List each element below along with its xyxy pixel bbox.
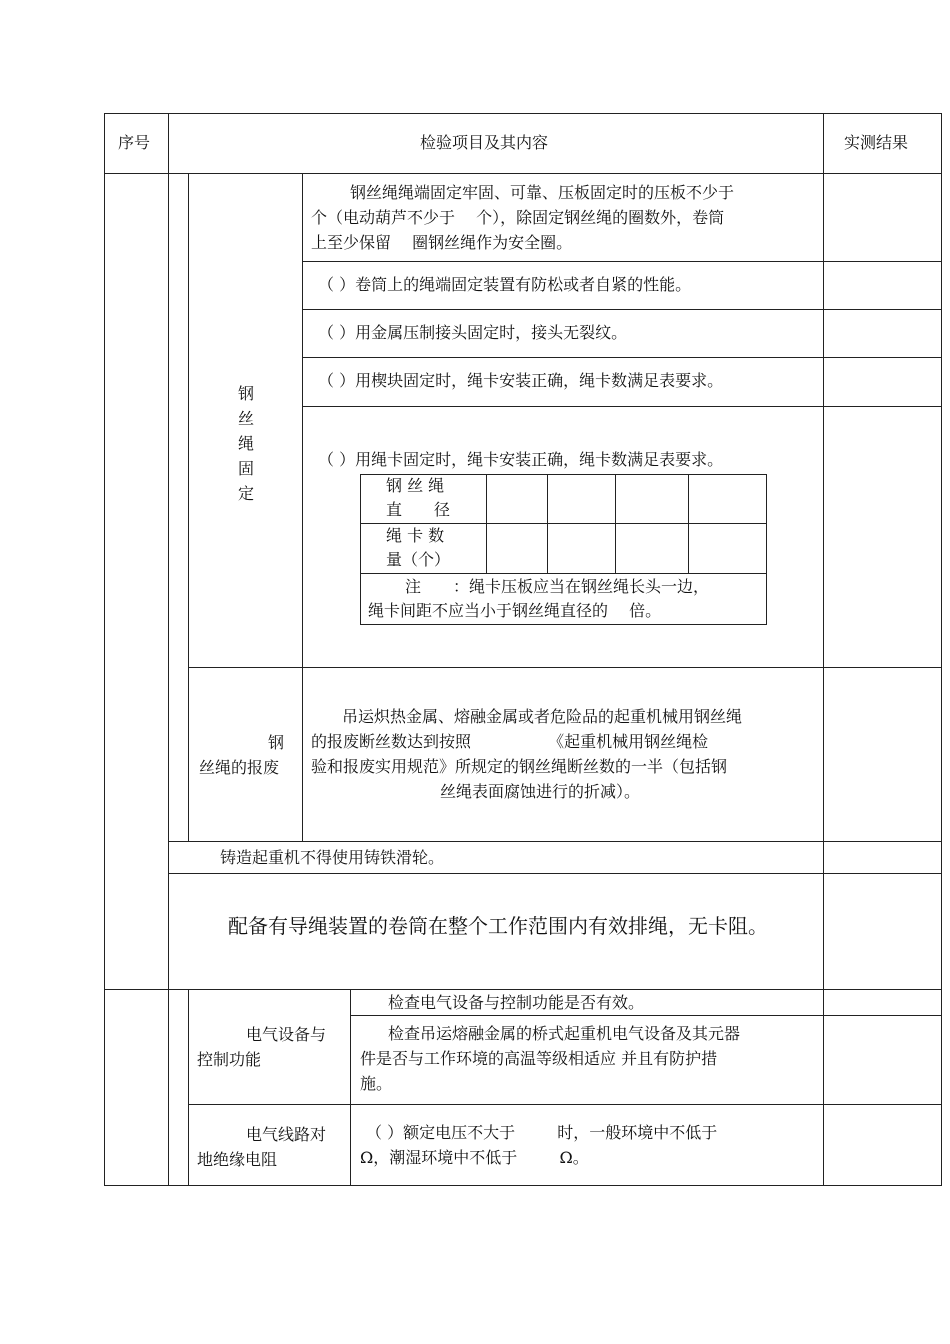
- electric-label: 电气设备与: [246, 1025, 327, 1044]
- clamp-note: 绳卡间距不应当小于钢丝绳直径的 倍。: [368, 601, 662, 620]
- row-line: [188, 667, 942, 668]
- label-col-divider-2: [350, 989, 351, 1186]
- col-seq-divider: [168, 113, 169, 1186]
- rope-scrap-text: 验和报废实用规范》所规定的钢丝绳断丝数的一半（包括钢: [311, 757, 728, 776]
- rope-fix-item-4: （ ）用绳卡固定时，绳卡安装正确，绳卡数满足表要求。: [318, 450, 724, 469]
- sub-col-divider-1: [188, 173, 189, 841]
- header-result: 实测结果: [844, 133, 909, 152]
- rope-fix-label-char: 定: [237, 484, 254, 503]
- row-line: [302, 357, 942, 358]
- row-line: [302, 309, 942, 310]
- row-line: [168, 873, 942, 874]
- clamp-table-line: [360, 573, 767, 574]
- insulation-text: Ω，潮湿环境中不低于 Ω。: [360, 1148, 589, 1167]
- rope-scrap-label: 钢: [268, 733, 285, 752]
- rope-scrap-text: 丝绳表面腐蚀进行的折减）。: [440, 782, 641, 801]
- row-line: [302, 406, 942, 407]
- clamp-table-line: [615, 474, 616, 574]
- clamp-table-line: [486, 474, 487, 574]
- insulation-label: 地绝缘电阻: [197, 1150, 278, 1169]
- clamp-table-line: [766, 474, 767, 625]
- table-bottom-border: [104, 1185, 942, 1186]
- header-seq: 序号: [118, 133, 151, 152]
- clamp-note: 注 ：绳卡压板应当在钢丝绳长头一边，: [405, 577, 710, 596]
- row-line: [168, 841, 942, 842]
- clamp-table-line: [688, 474, 689, 574]
- rope-fix-item-2: （ ）用金属压制接头固定时，接头无裂纹。: [318, 323, 628, 342]
- rope-fix-text-line: 上至少保留 圈钢丝绳作为安全圈。: [311, 233, 573, 252]
- table-left-border: [104, 113, 105, 1186]
- rope-fix-label-char: 绳: [237, 434, 254, 453]
- clamp-table-line: [360, 624, 767, 625]
- header-item: 检验项目及其内容: [420, 133, 549, 152]
- electric-text-2: 件是否与工作环境的高温等级相适应 并且有防护措: [360, 1049, 718, 1068]
- rope-fix-item-3: （ ）用楔块固定时，绳卡安装正确，绳卡数满足表要求。: [318, 371, 724, 390]
- clamp-diameter-label: 钢 丝 绳: [386, 476, 445, 495]
- insulation-label: 电气线路对: [246, 1125, 327, 1144]
- row-line: [302, 261, 942, 262]
- table-top-border: [104, 113, 942, 114]
- clamp-table-line: [547, 474, 548, 574]
- electric-text-1: 检查电气设备与控制功能是否有效。: [388, 993, 645, 1012]
- clamp-count-label: 量（个）: [386, 550, 451, 569]
- clamp-table-line: [360, 474, 361, 625]
- rope-scrap-label: 丝绳的报废: [199, 758, 280, 777]
- row-line: [188, 1104, 942, 1105]
- pulley-requirement: 铸造起重机不得使用铸铁滑轮。: [220, 848, 445, 867]
- electric-text-2: 检查吊运熔融金属的桥式起重机电气设备及其元器: [388, 1024, 741, 1043]
- header-bottom-border: [104, 173, 942, 174]
- rope-fix-item-1: （ ）卷筒上的绳端固定装置有防松或者自紧的性能。: [318, 275, 692, 294]
- rope-scrap-text: 吊运炽热金属、熔融金属或者危险品的起重机械用钢丝绳: [342, 707, 743, 726]
- clamp-count-label: 绳 卡 数: [386, 526, 445, 545]
- col-result-divider: [823, 113, 824, 1186]
- rope-fix-text-line: 钢丝绳绳端固定牢固、可靠、压板固定时的压板不少于: [350, 183, 735, 202]
- table-right-border: [941, 113, 942, 1186]
- drum-requirement: 配备有导绳装置的卷筒在整个工作范围内有效排绳，无卡阻。: [228, 914, 768, 938]
- insulation-text: （ ）额定电压不大于 时，一般环境中不低于: [366, 1123, 718, 1142]
- electric-label: 控制功能: [197, 1050, 262, 1069]
- rope-fix-label-char: 钢: [237, 384, 254, 403]
- label-col-divider-1: [302, 173, 303, 841]
- row-line: [350, 1015, 942, 1016]
- clamp-diameter-label: 直 径: [386, 500, 451, 519]
- rope-scrap-text: 的报废断丝数达到按照 《起重机械用钢丝绳检: [311, 732, 709, 751]
- electric-text-2: 施。: [360, 1074, 393, 1093]
- rope-fix-label-char: 丝: [237, 409, 254, 428]
- sub-col-divider-2: [188, 989, 189, 1186]
- rope-fix-text-line: 个（电动葫芦不少于 个），除固定钢丝绳的圈数外，卷筒: [311, 208, 725, 227]
- rope-fix-label-char: 固: [237, 459, 254, 478]
